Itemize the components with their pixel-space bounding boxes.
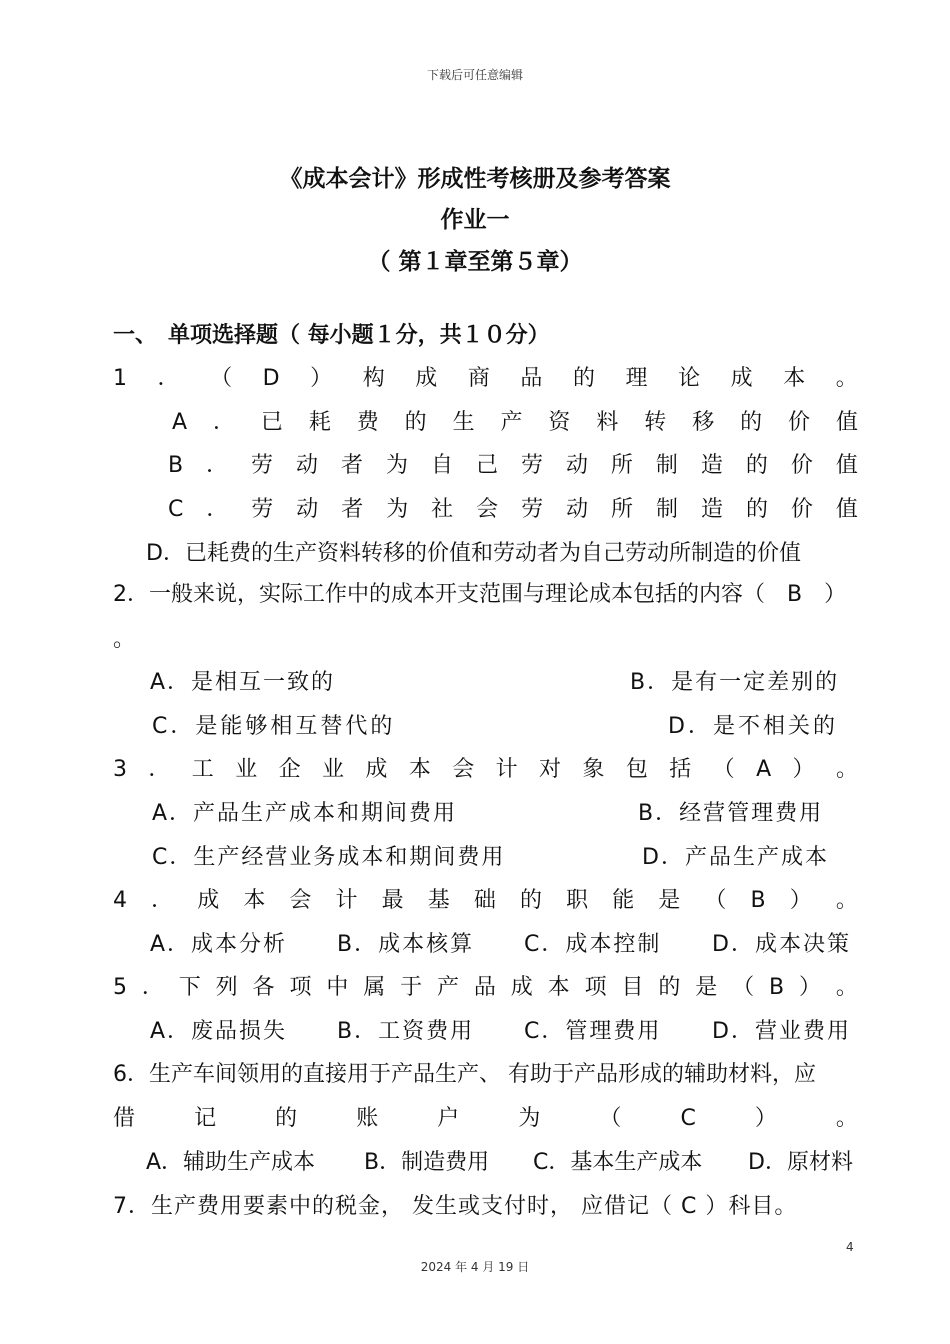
text-token: 是	[695, 975, 718, 1000]
text-token: 造	[700, 497, 723, 522]
text-token: 业	[235, 757, 258, 782]
text-token: 的	[572, 366, 595, 391]
text-token: 于	[400, 975, 423, 1000]
text-token: ）	[789, 888, 812, 913]
q5-option-b: B．工资费用	[337, 1019, 475, 1044]
text-token: 括	[669, 757, 692, 782]
text-token: 劳	[520, 453, 543, 478]
q4-stem	[113, 883, 858, 919]
text-token: 值	[835, 453, 858, 478]
chapter-range: （ 第１章至第５章）	[367, 249, 583, 275]
text-token: 理	[625, 366, 648, 391]
text-token: 价	[790, 497, 813, 522]
text-token: 所	[610, 453, 633, 478]
text-token: ．	[212, 410, 235, 435]
q6-stem-line2	[113, 1101, 858, 1137]
text-token: ）	[310, 366, 333, 391]
document-subtitle: 作业一	[440, 207, 510, 233]
text-token: A	[756, 757, 772, 782]
text-token: 户	[437, 1106, 460, 1131]
text-token: 最	[381, 888, 404, 913]
text-token: 是	[658, 888, 681, 913]
text-token: 会	[476, 497, 499, 522]
text-token: 品	[473, 975, 496, 1000]
text-token: 企	[278, 757, 301, 782]
text-token: 的	[519, 888, 542, 913]
text-token: 值	[835, 410, 858, 435]
text-token: 的	[275, 1106, 298, 1131]
q3-option-a: A．产品生产成本和期间费用	[152, 801, 458, 826]
text-token: 资	[548, 410, 571, 435]
q6-option-d: D．原材料	[748, 1150, 853, 1175]
text-token: ．	[206, 453, 229, 478]
text-token: 项	[584, 975, 607, 1000]
text-token: 品	[520, 366, 543, 391]
text-token: 产	[437, 975, 460, 1000]
text-token: 3	[113, 757, 127, 782]
text-token: 劳	[521, 497, 544, 522]
text-token: 劳	[251, 497, 274, 522]
text-token: ）	[792, 757, 815, 782]
text-token: （	[712, 757, 735, 782]
text-token: 列	[215, 975, 238, 1000]
text-token: 自	[430, 453, 453, 478]
q5-stem	[113, 970, 858, 1006]
text-token: 论	[678, 366, 701, 391]
q2-option-b: B．是有一定差别的	[630, 670, 840, 695]
q2-stem-end: 。	[113, 627, 136, 652]
text-token: 本	[243, 888, 266, 913]
text-token: 计	[495, 757, 518, 782]
text-token: 象	[582, 757, 605, 782]
q5-option-a: A．废品损失	[150, 1019, 288, 1044]
text-token: 生	[452, 410, 475, 435]
q3-option-c: C．生产经营业务成本和期间费用	[152, 845, 506, 870]
text-token: C	[168, 497, 184, 522]
text-token: 项	[289, 975, 312, 1000]
text-token: 费	[356, 410, 379, 435]
q6-option-b: B．制造费用	[364, 1150, 490, 1175]
text-token: 价	[788, 410, 811, 435]
text-token: ）	[754, 1106, 777, 1131]
q3-stem	[113, 752, 858, 788]
text-token: 所	[611, 497, 634, 522]
text-token: B	[168, 453, 184, 478]
text-token: （	[599, 1106, 622, 1131]
text-token: 劳	[251, 453, 274, 478]
q3-option-d: D．产品生产成本	[642, 845, 829, 870]
q4-option-d: D．成本决策	[712, 932, 851, 957]
q5-option-c: C．管理费用	[524, 1019, 662, 1044]
text-token: 成	[365, 757, 388, 782]
q1-option-b	[168, 448, 858, 484]
text-token: 职	[566, 888, 589, 913]
text-token: 目	[621, 975, 644, 1000]
text-token: 属	[363, 975, 386, 1000]
text-token: （	[732, 975, 755, 1000]
text-token: 本	[547, 975, 570, 1000]
text-token: C	[680, 1106, 696, 1131]
text-token: 各	[252, 975, 275, 1000]
text-token: B	[769, 975, 785, 1000]
text-token: ）	[798, 975, 821, 1000]
text-token: 动	[296, 453, 319, 478]
text-token: 制	[655, 453, 678, 478]
q2-option-a: A．是相互一致的	[150, 670, 336, 695]
text-token: 借	[113, 1106, 136, 1131]
text-token: 能	[612, 888, 635, 913]
text-token: 成	[510, 975, 533, 1000]
page-number: 4	[846, 1240, 854, 1254]
text-token: 动	[565, 453, 588, 478]
q7-stem: 7．生产费用要素中的税金， 发生或支付时， 应借记（ C ）科目。	[113, 1194, 798, 1219]
text-token: 移	[692, 410, 715, 435]
text-token: 会	[289, 888, 312, 913]
q4-option-c: C．成本控制	[524, 932, 662, 957]
text-token: 成	[197, 888, 220, 913]
q1-option-c	[168, 492, 858, 528]
q2-stem: 2．一般来说，实际工作中的成本开支范围与理论成本包括的内容（ B ）	[113, 582, 847, 607]
text-token: 的	[740, 410, 763, 435]
text-token: 为	[518, 1106, 541, 1131]
text-token: （	[704, 888, 727, 913]
q6-option-a: A．辅助生产成本	[146, 1150, 316, 1175]
footer-date: 2024 年 4 月 19 日	[420, 1260, 530, 1274]
text-token: 1	[113, 366, 127, 391]
text-token: 。	[835, 888, 858, 913]
text-token: B	[750, 888, 766, 913]
text-token: ．	[148, 757, 171, 782]
text-token: 基	[427, 888, 450, 913]
text-token: 已	[260, 410, 283, 435]
text-token: 础	[473, 888, 496, 913]
q1-stem	[113, 361, 858, 397]
text-token: D	[262, 366, 280, 391]
text-token: 转	[644, 410, 667, 435]
text-token: A	[172, 410, 188, 435]
text-token: 本	[408, 757, 431, 782]
text-token: 中	[326, 975, 349, 1000]
text-token: 者	[341, 453, 364, 478]
text-token: 产	[500, 410, 523, 435]
text-token: 构	[362, 366, 385, 391]
q4-option-a: A．成本分析	[150, 932, 288, 957]
q6-stem: 6．生产车间领用的直接用于产品生产、 有助于产品形成的辅助材料，应	[113, 1062, 816, 1087]
text-token: 会	[452, 757, 475, 782]
text-token: 包	[625, 757, 648, 782]
q6-option-c: C．基本生产成本	[533, 1150, 703, 1175]
text-token: 对	[539, 757, 562, 782]
text-token: （	[210, 366, 233, 391]
text-token: 的	[745, 453, 768, 478]
text-token: 动	[566, 497, 589, 522]
text-token: 计	[335, 888, 358, 913]
q1-option-d: D．已耗费的生产资料转移的价值和劳动者为自己劳动所制造的价值	[146, 541, 801, 566]
text-token: ．	[206, 497, 229, 522]
text-token: 商	[467, 366, 490, 391]
document-title: 《成本会计》形成性考核册及参考答案	[279, 166, 671, 192]
q3-option-b: B．经营管理费用	[638, 801, 824, 826]
text-token: 社	[431, 497, 454, 522]
text-token: 者	[341, 497, 364, 522]
text-token: 。	[835, 366, 858, 391]
text-token: 为	[386, 453, 409, 478]
text-token: 成	[415, 366, 438, 391]
text-token: ．	[157, 366, 180, 391]
text-token: 4	[113, 888, 127, 913]
text-token: 业	[322, 757, 345, 782]
text-token: 的	[745, 497, 768, 522]
page-header-note: 下载后可任意编辑	[426, 68, 523, 82]
section-heading-single-choice: 一、 单项选择题（ 每小题１分，共１０分）	[113, 323, 550, 348]
q2-option-c: C．是能够相互替代的	[152, 714, 396, 739]
text-token: 价	[790, 453, 813, 478]
text-token: 。	[835, 975, 858, 1000]
text-token: 为	[386, 497, 409, 522]
q4-option-b: B．成本核算	[337, 932, 475, 957]
text-token: 的	[658, 975, 681, 1000]
text-token: 动	[296, 497, 319, 522]
text-token: 5	[113, 975, 127, 1000]
text-token: 造	[700, 453, 723, 478]
q1-option-a	[172, 405, 858, 441]
text-token: 己	[475, 453, 498, 478]
text-token: 料	[596, 410, 619, 435]
text-token: 工	[191, 757, 214, 782]
text-token: 制	[656, 497, 679, 522]
q5-option-d: D．营业费用	[712, 1019, 851, 1044]
text-token: 记	[194, 1106, 217, 1131]
text-token: 。	[835, 1106, 858, 1131]
text-token: 本	[783, 366, 806, 391]
text-token: 账	[356, 1106, 379, 1131]
text-token: 值	[835, 497, 858, 522]
text-token: ．	[141, 975, 164, 1000]
text-token: 耗	[308, 410, 331, 435]
text-token: 下	[178, 975, 201, 1000]
text-token: 。	[835, 757, 858, 782]
text-token: ．	[151, 888, 174, 913]
text-token: 的	[404, 410, 427, 435]
q2-option-d: D．是不相关的	[668, 714, 838, 739]
text-token: 成	[730, 366, 753, 391]
